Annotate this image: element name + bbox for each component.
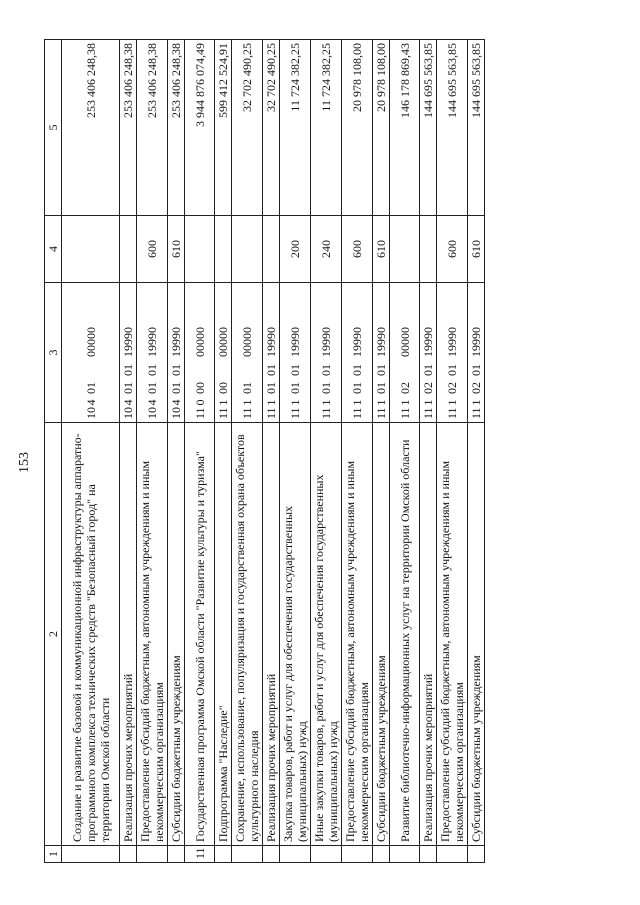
code-part: 02 xyxy=(397,382,412,394)
code-part: 1 xyxy=(240,399,254,406)
budget-code xyxy=(468,283,485,423)
code-part: 00 xyxy=(216,382,230,394)
code-part: 1 xyxy=(264,399,278,406)
code-part: 19990 xyxy=(421,327,435,357)
budget-code xyxy=(232,283,263,423)
code-part: 01 xyxy=(469,364,483,376)
code-part: 11 xyxy=(350,407,364,419)
amount: 144 695 563,85 xyxy=(437,40,468,216)
expense-type: 240 xyxy=(311,216,342,283)
code-part: 01 xyxy=(121,364,135,376)
amount: 253 406 248,38 xyxy=(137,40,168,216)
code-part: 19990 xyxy=(469,327,483,357)
code-part: 00000 xyxy=(240,327,254,357)
table-row xyxy=(342,40,373,863)
code-part: 00000 xyxy=(397,327,412,357)
row-number xyxy=(280,846,311,863)
budget-code xyxy=(185,283,215,423)
code-part: 10 xyxy=(169,407,183,419)
budget-code xyxy=(280,283,311,423)
row-name: Закупка товаров, работ и услуг для обеспечения государственных (муниципальных) нужд xyxy=(280,423,311,846)
budget-code xyxy=(390,283,420,423)
code-part: 01 xyxy=(374,364,388,376)
row-name: Развитие библиотечно-информационных услуг на территории Омской области xyxy=(390,423,420,846)
expense-type xyxy=(215,216,232,283)
code-part: 02 xyxy=(421,382,435,394)
code-part: 10 xyxy=(83,407,98,419)
code-part: 01 xyxy=(374,382,388,394)
expense-type: 610 xyxy=(168,216,185,283)
code-part: 11 xyxy=(216,407,230,419)
code-part: 01 xyxy=(421,364,435,376)
expense-type: 600 xyxy=(137,216,168,283)
row-name: Подпрограмма "Наследие" xyxy=(215,423,232,846)
row-number xyxy=(468,846,485,863)
row-name: Субсидии бюджетным учреждениям xyxy=(468,423,485,846)
table-row xyxy=(168,40,185,863)
code-part: 19990 xyxy=(374,327,388,357)
column-header: 1 xyxy=(45,846,62,863)
code-part: 1 xyxy=(288,399,302,406)
expense-type xyxy=(62,216,120,283)
row-number xyxy=(137,846,168,863)
row-name: Субсидии бюджетным учреждениям xyxy=(168,423,185,846)
amount: 3 944 876 074,49 xyxy=(185,40,215,216)
code-part: 19990 xyxy=(319,327,333,357)
budget-code xyxy=(62,283,120,423)
row-number xyxy=(390,846,420,863)
code-part: 01 xyxy=(288,364,302,376)
code-part: 01 xyxy=(169,382,183,394)
code-part: 01 xyxy=(145,382,159,394)
amount: 144 695 563,85 xyxy=(468,40,485,216)
table-row xyxy=(232,40,263,863)
amount: 253 406 248,38 xyxy=(62,40,120,216)
row-name: Предоставление субсидий бюджетным, автономным учреждениям и иным некоммерческим организациям xyxy=(437,423,468,846)
code-part: 01 xyxy=(288,382,302,394)
budget-code xyxy=(263,283,280,423)
code-part: 11 xyxy=(397,407,412,419)
code-part: 1 xyxy=(397,399,412,406)
budget-code xyxy=(373,283,390,423)
code-part: 01 xyxy=(169,364,183,376)
code-part: 02 xyxy=(469,382,483,394)
table-row xyxy=(468,40,485,863)
column-header: 4 xyxy=(45,216,62,283)
table-row xyxy=(373,40,390,863)
table-row xyxy=(263,40,280,863)
code-part: 10 xyxy=(145,407,159,419)
code-part: 11 xyxy=(445,407,459,419)
code-part: 11 xyxy=(421,407,435,419)
row-number xyxy=(342,846,373,863)
code-part: 01 xyxy=(319,382,333,394)
code-part: 19990 xyxy=(121,327,135,357)
code-part: 01 xyxy=(350,364,364,376)
table-row xyxy=(137,40,168,863)
table-body xyxy=(62,40,485,863)
budget-code xyxy=(137,283,168,423)
code-part: 00 xyxy=(192,382,207,394)
row-name: Иные закупки товаров, работ и услуг для обеспечения государственных (муниципальных) нужд xyxy=(311,423,342,846)
row-number: 11 xyxy=(185,846,215,863)
row-name: Реализация прочих мероприятий xyxy=(420,423,437,846)
expense-type xyxy=(120,216,137,283)
expense-type: 610 xyxy=(373,216,390,283)
column-header: 2 xyxy=(45,423,62,846)
page-number: 153 xyxy=(17,452,32,473)
budget-code xyxy=(342,283,373,423)
row-number xyxy=(373,846,390,863)
code-part: 11 xyxy=(374,407,388,419)
code-part: 1 xyxy=(374,399,388,406)
amount: 144 695 563,85 xyxy=(420,40,437,216)
table-row xyxy=(311,40,342,863)
budget-table xyxy=(44,39,485,863)
code-part: 4 xyxy=(145,399,159,406)
expense-type: 600 xyxy=(342,216,373,283)
row-number xyxy=(263,846,280,863)
budget-code xyxy=(311,283,342,423)
header-row xyxy=(45,40,62,863)
row-name: Создание и развитие базовой и коммуникационной инфраструктуры аппаратно-программного комплекса технических средств "Безопасный город" на территории Омской области xyxy=(62,423,120,846)
expense-type xyxy=(185,216,215,283)
budget-code xyxy=(215,283,232,423)
code-part: 10 xyxy=(121,407,135,419)
amount: 32 702 490,25 xyxy=(263,40,280,216)
row-number xyxy=(311,846,342,863)
code-part: 19990 xyxy=(288,327,302,357)
code-part: 11 xyxy=(264,407,278,419)
amount: 11 724 382,25 xyxy=(311,40,342,216)
row-name: Субсидии бюджетным учреждениям xyxy=(373,423,390,846)
row-number xyxy=(437,846,468,863)
expense-type xyxy=(263,216,280,283)
code-part: 11 xyxy=(319,407,333,419)
code-part: 01 xyxy=(145,364,159,376)
code-part: 01 xyxy=(445,364,459,376)
table-row xyxy=(390,40,420,863)
table-row xyxy=(215,40,232,863)
row-number xyxy=(62,846,120,863)
amount: 20 978 108,00 xyxy=(342,40,373,216)
row-name: Сохранение, использование, популяризация и государственная охрана объектов культурного наследия xyxy=(232,423,263,846)
code-part: 01 xyxy=(121,382,135,394)
budget-code xyxy=(437,283,468,423)
code-part: 01 xyxy=(319,364,333,376)
code-part: 19990 xyxy=(264,327,278,357)
code-part: 4 xyxy=(169,399,183,406)
column-header: 3 xyxy=(45,283,62,423)
amount: 599 412 524,91 xyxy=(215,40,232,216)
column-header: 5 xyxy=(45,40,62,216)
table-row xyxy=(420,40,437,863)
code-part: 1 xyxy=(469,399,483,406)
row-number xyxy=(168,846,185,863)
table-row xyxy=(437,40,468,863)
expense-type: 600 xyxy=(437,216,468,283)
amount: 253 406 248,38 xyxy=(120,40,137,216)
amount: 11 724 382,25 xyxy=(280,40,311,216)
table-row xyxy=(120,40,137,863)
code-part: 01 xyxy=(264,364,278,376)
code-part: 02 xyxy=(445,382,459,394)
row-number xyxy=(120,846,137,863)
code-part: 19990 xyxy=(445,327,459,357)
code-part: 1 xyxy=(421,399,435,406)
expense-type xyxy=(390,216,420,283)
code-part: 01 xyxy=(264,382,278,394)
code-part: 1 xyxy=(319,399,333,406)
expense-type xyxy=(420,216,437,283)
code-part: 11 xyxy=(192,407,207,419)
amount: 20 978 108,00 xyxy=(373,40,390,216)
row-name: Реализация прочих мероприятий xyxy=(120,423,137,846)
code-part: 01 xyxy=(350,382,364,394)
code-part: 11 xyxy=(288,407,302,419)
row-number xyxy=(215,846,232,863)
row-number xyxy=(420,846,437,863)
code-part: 00000 xyxy=(192,327,207,357)
row-name: Государственная программа Омской области "Развитие культуры и туризма" xyxy=(185,423,215,846)
expense-type: 200 xyxy=(280,216,311,283)
code-part: 01 xyxy=(240,382,254,394)
amount: 146 178 869,43 xyxy=(390,40,420,216)
budget-code xyxy=(420,283,437,423)
code-part: 4 xyxy=(121,399,135,406)
code-part: 19990 xyxy=(169,327,183,357)
code-part: 4 xyxy=(83,399,98,406)
budget-code xyxy=(168,283,185,423)
code-part: 1 xyxy=(445,399,459,406)
code-part: 11 xyxy=(469,407,483,419)
code-part: 0 xyxy=(192,399,207,406)
expense-type xyxy=(232,216,263,283)
row-name: Реализация прочих мероприятий xyxy=(263,423,280,846)
code-part: 01 xyxy=(83,382,98,394)
budget-code xyxy=(120,283,137,423)
code-part: 19990 xyxy=(350,327,364,357)
table-row xyxy=(280,40,311,863)
code-part: 11 xyxy=(240,407,254,419)
table-row xyxy=(185,40,215,863)
row-name: Предоставление субсидий бюджетным, автономным учреждениям и иным некоммерческим организациям xyxy=(137,423,168,846)
expense-type: 610 xyxy=(468,216,485,283)
table-row xyxy=(62,40,120,863)
row-name: Предоставление субсидий бюджетным, автономным учреждениям и иным некоммерческим организациям xyxy=(342,423,373,846)
code-part: 1 xyxy=(350,399,364,406)
code-part: 19990 xyxy=(145,327,159,357)
row-number xyxy=(232,846,263,863)
code-part: 00000 xyxy=(216,327,230,357)
code-part: 1 xyxy=(216,399,230,406)
amount: 32 702 490,25 xyxy=(232,40,263,216)
amount: 253 406 248,38 xyxy=(168,40,185,216)
code-part: 00000 xyxy=(83,327,98,357)
